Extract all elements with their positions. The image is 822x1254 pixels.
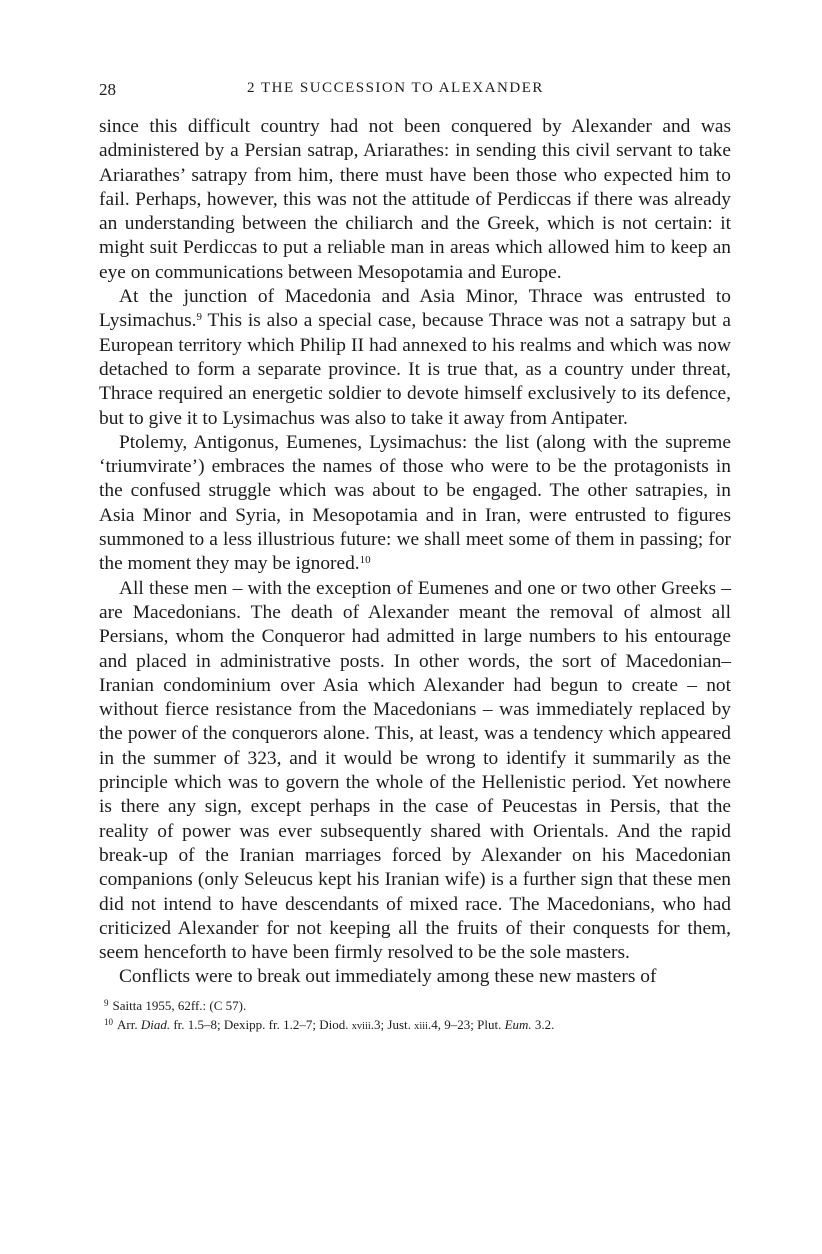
footnote-10-book-xiii: xiii: [414, 1020, 428, 1032]
footnotes: [99, 995, 731, 1035]
footnote-10-title-diad: Diad.: [140, 1016, 171, 1032]
paragraph-2-text-b: This is also a special case, because Thrace was not a satrapy but a European territory which Philip II had annexed to his realms and which was now detached to form a separate province. It is true that, as a country under threat, Thrace required an energetic soldier to devote himself exclusively to its defence, but to give it to Lysimachus was also to take it away from Antipater.: [99, 310, 731, 429]
paragraph-3-text: Ptolemy, Antigonus, Eumenes, Lysimachus: the list (along with the supreme ‘triumvirate’) embraces the names of those who were to be the protagonists in the confused struggle which was about to be engaged. The other satrapies, in Asia Minor and Syria, in Mesopotamia and in Iran, were entrusted to figures summoned to a less illustrious future: we shall meet some of them in passing; for the moment they may be ignored.: [99, 431, 731, 575]
running-head: [99, 80, 731, 100]
footnote-10-title-eum: Eum.: [504, 1016, 532, 1032]
paragraph-2: [99, 285, 731, 431]
paragraph-2-text-a: At the junction of Macedonia and Asia Minor, Thrace was entrusted to Lysimachus.: [99, 286, 731, 332]
footnote-10: [99, 1014, 731, 1035]
body-text: [99, 115, 731, 990]
footnote-ref-9[interactable]: 9: [196, 311, 202, 324]
footnote-10-text-e: 3.2.: [531, 1016, 555, 1032]
footnote-10-text-c: .3; Just.: [370, 1016, 415, 1032]
footnote-10-text-b: fr. 1.5–8; Dexipp. fr. 1.2–7; Diod.: [170, 1016, 352, 1032]
book-page: [99, 80, 731, 1035]
footnote-ref-10[interactable]: 10: [359, 554, 371, 567]
footnote-10-text-d: .4, 9–23; Plut.: [428, 1016, 505, 1032]
footnote-10-text-a: Arr.: [117, 1016, 141, 1032]
footnote-marker-9: 9: [104, 997, 109, 1008]
footnote-10-book-xviii: xviii: [351, 1020, 371, 1032]
paragraph-3: [99, 431, 731, 577]
page-number: 28: [99, 80, 116, 99]
footnote-9: [99, 995, 731, 1014]
paragraph-1: since this difficult country had not been conquered by Alexander and was administered by a Persian satrap, Ariarathes: in sending this civil servant to take Ariarathes’ satrapy from him, there must have been those who expected him to fail. Perhaps, however, this was not the attitude of Perdiccas if there was already an understanding between the chiliarch and the Greek, which is not certain: it might suit Perdiccas to put a reliable man in areas which allowed him to keep an eye on communications between Mesopotamia and Europe.: [99, 116, 731, 283]
footnote-marker-10: 10: [104, 1016, 113, 1027]
footnote-9-text: Saitta 1955, 62ff.: (C 57).: [112, 997, 247, 1013]
paragraph-5: Conflicts were to break out immediately among these new masters of: [119, 966, 657, 988]
chapter-title: 2 THE SUCCESSION TO ALEXANDER: [247, 80, 544, 96]
paragraph-4: All these men – with the exception of Eumenes and one or two other Greeks – are Macedonians. The death of Alexander meant the removal of almost all Persians, whom the Conqueror had admitted in large numbers to his entourage and placed in administrative posts. In other words, the sort of Macedonian–Iranian condominium over Asia which Alexander had begun to create – not without fierce resistance from the Macedonians – was immediately replaced by the power of the conquerors alone. This, at least, was a tendency which appeared in the summer of 323, and it would be wrong to identify it summarily as the principle which was to govern the whole of the Hellenistic period. Yet nowhere is there any sign, except perhaps in the case of Peucestas in Persis, that the reality of power was ever subsequently shared with Orientals. And the rapid break-up of the Iranian marriages forced by Alexander on his Macedonian companions (only Seleucus kept his Iranian wife) is a further sign that these men did not intend to have descendants of mixed race. The Macedonians, who had criticized Alexander for not keeping all the fruits of their conquests for them, seem henceforth to have been firmly resolved to be the sole masters.: [99, 577, 731, 964]
